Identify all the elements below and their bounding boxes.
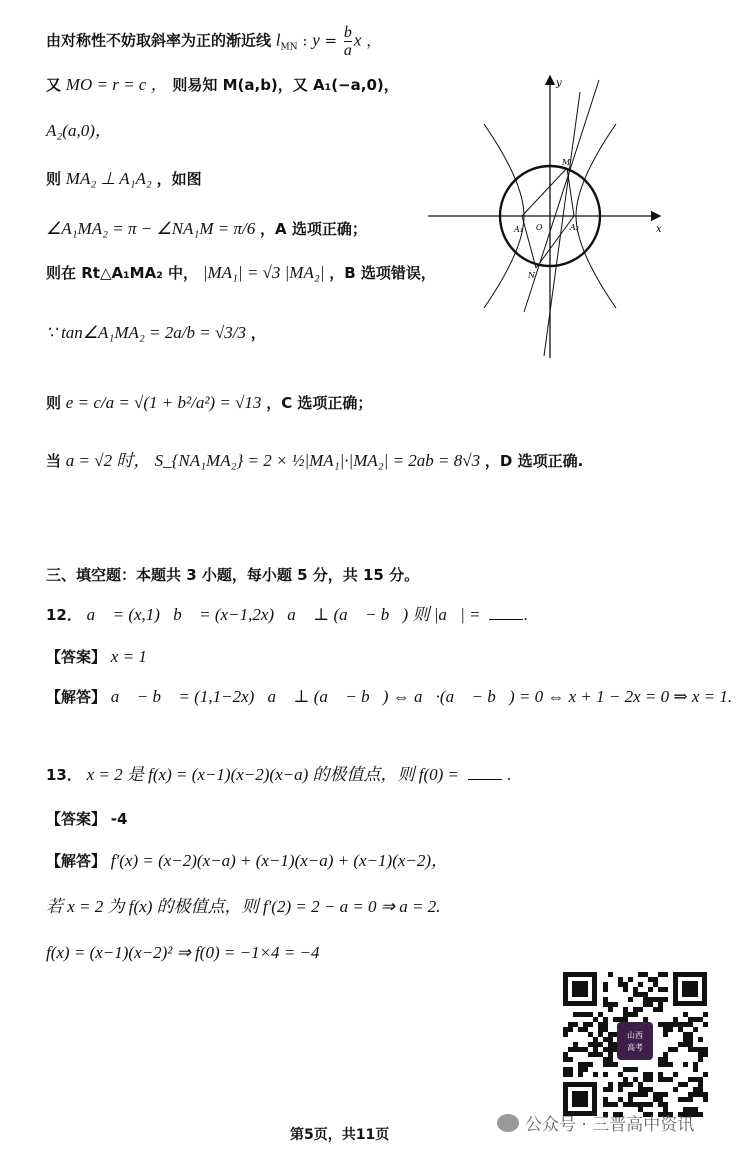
line6-math: |MA₁| = √3 |MA₂| <box>202 263 325 282</box>
section-heading: 三、填空题：本题共 3 小题，每小题 5 分，共 15 分。 <box>46 566 420 584</box>
x-axis-label: x <box>656 224 662 235</box>
line2-math: MO = r = c ， <box>65 75 168 94</box>
line7-text: ， <box>250 324 266 342</box>
point-A2-label: A₂ <box>570 223 579 232</box>
line7-math: ∵ tan∠A₁MA₂ = 2a/b = √3/3 <box>46 323 246 342</box>
line3-math: A₂(a,0)， <box>46 121 112 140</box>
solution-line-7 <box>46 322 266 344</box>
line8-math: e = c/a = √(1 + b²/a²) = √13 <box>65 393 262 412</box>
line5-text: ，A 选项正确； <box>259 220 367 238</box>
line6-text-b: ，B 选项错误， <box>329 264 436 282</box>
q13-answer-line <box>46 808 127 830</box>
solution-line-1: 由对称性不妨取斜率为正的渐近线 $l_{MN}$ : y = $\frac{b}{a}$ x ， <box>46 24 382 59</box>
watermark <box>497 1110 694 1135</box>
line6-text-a: 则在 Rt△A₁MA₂ 中， <box>46 264 198 282</box>
q12-answer: x = 1 <box>110 647 147 666</box>
y-axis-label: y <box>556 78 562 89</box>
line1-text: 由对称性不妨取斜率为正的渐近线 <box>46 31 272 50</box>
q13-blank <box>468 779 502 780</box>
line9-math: a = √2 时， S_{NA₁MA₂} = 2 × ½|MA₁|·|MA₂| = 2ab = 8√3 <box>65 451 481 470</box>
solution-line-8 <box>46 392 372 414</box>
q12-answer-line <box>46 646 147 668</box>
q12-answer-label: 【答案】 <box>46 648 107 666</box>
page-footer: 第5页，共11页 <box>290 1127 390 1143</box>
solution-line-3 <box>46 120 112 142</box>
q13-answer: -4 <box>110 810 128 828</box>
line5-math: ∠A₁MA₂ = π − ∠NA₁M = π/6 <box>46 219 256 238</box>
solution-line-5 <box>46 218 367 240</box>
line2-text-b: 则易知 M(a,b)，又 A₁(−a,0)， <box>172 76 399 94</box>
q12-stem-line: 12． a⃗ = (x,1)，b⃗ = (x−1,2x)，a⃗ ⊥ (a⃗ − b⃗) 则 |a⃗| = . <box>46 605 529 624</box>
segment-A1M <box>522 168 567 216</box>
point-N-label: N <box>528 271 535 280</box>
q13-line2: 若 x = 2 为 f(x) 的极值点，则 f′(2) = 2 − a = 0 ⇒ a = 2. <box>46 897 441 916</box>
q12-blank <box>489 619 523 620</box>
line9-text-a: 当 <box>46 452 62 470</box>
solution-line-6 <box>46 262 436 284</box>
asymptote-1 <box>524 80 599 312</box>
line2-text-a: 又 <box>46 76 62 94</box>
q12-stem: a⃗ = (x,1)，b⃗ = (x−1,2x)，a⃗ ⊥ (a⃗ − b⃗) 则 |a⃗| = <box>86 605 481 624</box>
point-M-label: M <box>562 158 571 167</box>
hyperbola-circle-figure <box>424 72 664 362</box>
line4-math: MA₂ ⊥ A₁A₂ <box>65 169 152 188</box>
q13-stem-line: 13． x = 2 是 f(x) = (x−1)(x−2)(x−a) 的极值点，则 f(0) = . <box>46 765 512 784</box>
q13-stem: x = 2 是 f(x) = (x−1)(x−2)(x−a) 的极值点，则 f(0) = <box>86 765 460 784</box>
q12-number: 12． <box>46 606 82 624</box>
qr-center-label-1: 山西 <box>627 1031 643 1040</box>
q13-solution-line-2 <box>46 896 441 918</box>
point-A1-label: A₁ <box>514 225 523 234</box>
q12-solution-line <box>46 686 732 708</box>
q13-number: 13． <box>46 766 82 784</box>
origin-label: O <box>536 223 543 232</box>
line8-text-b: ，C 选项正确； <box>266 394 373 412</box>
solution-line-2 <box>46 74 399 96</box>
segment-MA2 <box>567 168 574 216</box>
wechat-icon <box>497 1114 519 1132</box>
line4-text-b: ，如图 <box>156 170 202 188</box>
qr-code-image <box>561 970 709 1118</box>
line9-text-b: ，D 选项正确. <box>484 452 584 470</box>
qr-center-logo <box>617 1022 653 1060</box>
q13-answer-label: 【答案】 <box>46 810 107 828</box>
qr-center-label-2: 高考 <box>627 1043 643 1052</box>
q13-solution-line-3 <box>46 942 320 964</box>
q13-solution: f′(x) = (x−2)(x−a) + (x−1)(x−a) + (x−1)(x−2)， <box>110 851 449 870</box>
watermark-text: 公众号 · 三晋高中资讯 <box>525 1115 695 1135</box>
q12-solution-label: 【解答】 <box>46 688 107 706</box>
q13-line3: f(x) = (x−1)(x−2)² ⇒ f(0) = −1×4 = −4 <box>46 943 320 962</box>
q13-solution-label: 【解答】 <box>46 852 107 870</box>
fraction-b-over-a: $\frac{b}{a}$ <box>343 24 352 59</box>
solution-line-4 <box>46 168 202 190</box>
solution-line-9 <box>46 450 583 472</box>
line8-text-a: 则 <box>46 394 62 412</box>
q13-solution-line <box>46 850 448 872</box>
q12-solution: a⃗ − b⃗ = (1,1−2x)，a⃗ ⊥ (a⃗ − b⃗) ⇔ a⃗·(a⃗ − b⃗) = 0 ⇔ x + 1 − 2x = 0 ⇒ x = 1. <box>110 687 733 706</box>
line4-text-a: 则 <box>46 170 62 188</box>
